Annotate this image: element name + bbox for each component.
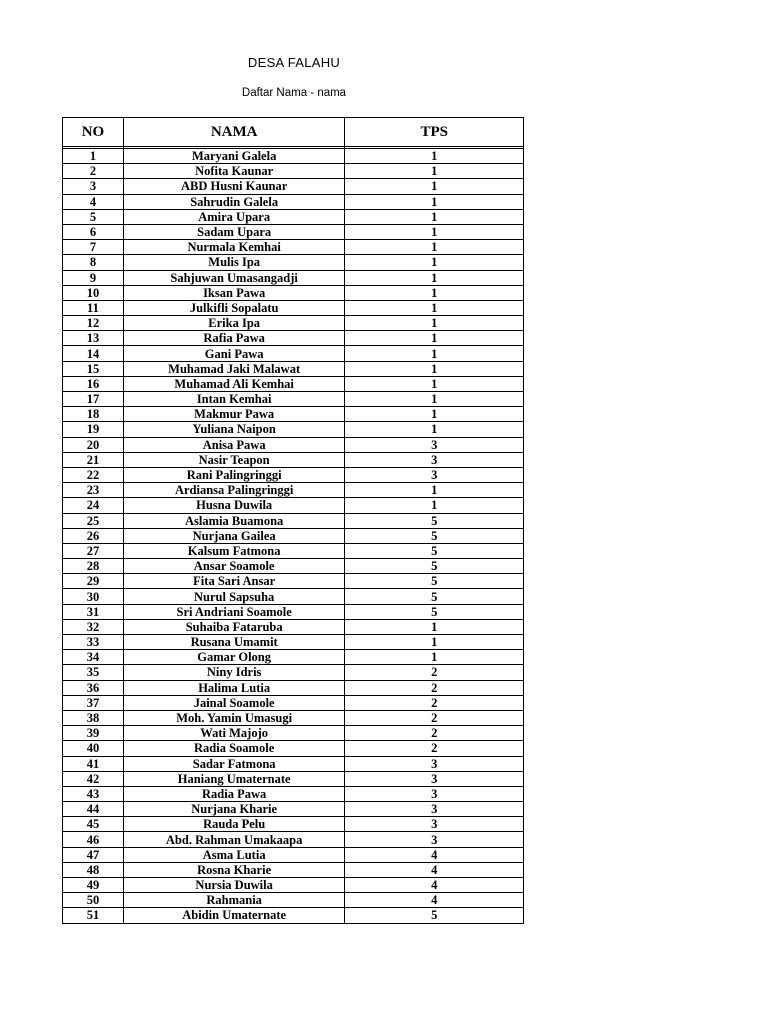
row-number-cell: 22 bbox=[63, 467, 124, 482]
row-name-cell: Muhamad Ali Kemhai bbox=[123, 376, 345, 391]
row-number-cell: 20 bbox=[63, 437, 124, 452]
row-tps-cell: 1 bbox=[345, 300, 524, 315]
row-tps-cell: 4 bbox=[345, 878, 524, 893]
table-row bbox=[63, 574, 524, 589]
header-nama: NAMA bbox=[123, 118, 345, 147]
row-name-cell: Sadam Upara bbox=[123, 224, 345, 239]
row-number-cell: 47 bbox=[63, 847, 124, 862]
table-row bbox=[63, 635, 524, 650]
table-row bbox=[63, 361, 524, 376]
row-number-cell: 43 bbox=[63, 786, 124, 801]
table-row bbox=[63, 893, 524, 908]
row-name-cell: Amira Upara bbox=[123, 209, 345, 224]
row-name-cell: Haniang Umaternate bbox=[123, 771, 345, 786]
row-name-cell: Gamar Olong bbox=[123, 650, 345, 665]
table-header-row bbox=[63, 118, 524, 147]
row-number-cell: 17 bbox=[63, 392, 124, 407]
row-number-cell: 16 bbox=[63, 376, 124, 391]
row-number-cell: 39 bbox=[63, 726, 124, 741]
table-row bbox=[63, 179, 524, 194]
row-number-cell: 1 bbox=[63, 149, 124, 164]
table-row bbox=[63, 650, 524, 665]
row-name-cell: Nursia Duwila bbox=[123, 878, 345, 893]
table-row bbox=[63, 756, 524, 771]
row-tps-cell: 5 bbox=[345, 908, 524, 923]
table-row bbox=[63, 589, 524, 604]
row-name-cell: Husna Duwila bbox=[123, 498, 345, 513]
table-row bbox=[63, 149, 524, 164]
table-row bbox=[63, 194, 524, 209]
row-name-cell: Asma Lutia bbox=[123, 847, 345, 862]
row-tps-cell: 3 bbox=[345, 771, 524, 786]
row-tps-cell: 1 bbox=[345, 194, 524, 209]
row-name-cell: Gani Pawa bbox=[123, 346, 345, 361]
table-row bbox=[63, 224, 524, 239]
row-tps-cell: 1 bbox=[345, 149, 524, 164]
table-row bbox=[63, 285, 524, 300]
table-row bbox=[63, 528, 524, 543]
row-number-cell: 36 bbox=[63, 680, 124, 695]
row-tps-cell: 5 bbox=[345, 543, 524, 558]
row-number-cell: 33 bbox=[63, 635, 124, 650]
row-tps-cell: 2 bbox=[345, 726, 524, 741]
row-tps-cell: 3 bbox=[345, 437, 524, 452]
row-number-cell: 28 bbox=[63, 559, 124, 574]
table-row bbox=[63, 209, 524, 224]
row-number-cell: 45 bbox=[63, 817, 124, 832]
row-tps-cell: 3 bbox=[345, 756, 524, 771]
table-row bbox=[63, 483, 524, 498]
row-name-cell: Sri Andriani Soamole bbox=[123, 604, 345, 619]
row-number-cell: 48 bbox=[63, 862, 124, 877]
row-number-cell: 18 bbox=[63, 407, 124, 422]
row-name-cell: Suhaiba Fataruba bbox=[123, 619, 345, 634]
row-name-cell: Erika Ipa bbox=[123, 316, 345, 331]
row-number-cell: 7 bbox=[63, 240, 124, 255]
table-row bbox=[63, 771, 524, 786]
row-name-cell: Iksan Pawa bbox=[123, 285, 345, 300]
row-tps-cell: 1 bbox=[345, 285, 524, 300]
row-name-cell: Sadar Fatmona bbox=[123, 756, 345, 771]
row-tps-cell: 1 bbox=[345, 422, 524, 437]
row-number-cell: 35 bbox=[63, 665, 124, 680]
row-number-cell: 40 bbox=[63, 741, 124, 756]
row-name-cell: Moh. Yamin Umasugi bbox=[123, 710, 345, 725]
row-number-cell: 38 bbox=[63, 710, 124, 725]
row-tps-cell: 4 bbox=[345, 862, 524, 877]
row-number-cell: 5 bbox=[63, 209, 124, 224]
row-number-cell: 25 bbox=[63, 513, 124, 528]
row-tps-cell: 5 bbox=[345, 574, 524, 589]
table-row bbox=[63, 255, 524, 270]
row-tps-cell: 1 bbox=[345, 392, 524, 407]
row-tps-cell: 5 bbox=[345, 589, 524, 604]
table-row bbox=[63, 741, 524, 756]
row-tps-cell: 1 bbox=[345, 331, 524, 346]
row-tps-cell: 1 bbox=[345, 224, 524, 239]
row-number-cell: 12 bbox=[63, 316, 124, 331]
table-row bbox=[63, 786, 524, 801]
row-tps-cell: 2 bbox=[345, 680, 524, 695]
row-name-cell: ABD Husni Kaunar bbox=[123, 179, 345, 194]
row-tps-cell: 1 bbox=[345, 179, 524, 194]
row-tps-cell: 1 bbox=[345, 635, 524, 650]
row-name-cell: Julkifli Sopalatu bbox=[123, 300, 345, 315]
row-tps-cell: 3 bbox=[345, 467, 524, 482]
row-name-cell: Abd. Rahman Umakaapa bbox=[123, 832, 345, 847]
table-row bbox=[63, 559, 524, 574]
row-number-cell: 26 bbox=[63, 528, 124, 543]
row-tps-cell: 1 bbox=[345, 650, 524, 665]
table-row bbox=[63, 665, 524, 680]
row-tps-cell: 1 bbox=[345, 619, 524, 634]
row-name-cell: Intan Kemhai bbox=[123, 392, 345, 407]
row-tps-cell: 3 bbox=[345, 832, 524, 847]
row-number-cell: 29 bbox=[63, 574, 124, 589]
row-name-cell: Anisa Pawa bbox=[123, 437, 345, 452]
row-tps-cell: 1 bbox=[345, 376, 524, 391]
table-row bbox=[63, 331, 524, 346]
row-tps-cell: 1 bbox=[345, 240, 524, 255]
row-tps-cell: 2 bbox=[345, 741, 524, 756]
row-name-cell: Nofita Kaunar bbox=[123, 164, 345, 179]
table-row bbox=[63, 878, 524, 893]
row-name-cell: Aslamia Buamona bbox=[123, 513, 345, 528]
row-name-cell: Maryani Galela bbox=[123, 149, 345, 164]
table-row bbox=[63, 832, 524, 847]
header-no: NO bbox=[63, 118, 124, 147]
row-number-cell: 42 bbox=[63, 771, 124, 786]
table-row bbox=[63, 346, 524, 361]
row-name-cell: Makmur Pawa bbox=[123, 407, 345, 422]
row-tps-cell: 1 bbox=[345, 270, 524, 285]
row-name-cell: Nasir Teapon bbox=[123, 452, 345, 467]
table-row bbox=[63, 847, 524, 862]
table-body bbox=[63, 147, 524, 924]
table-row bbox=[63, 802, 524, 817]
table-row bbox=[63, 407, 524, 422]
row-name-cell: Rusana Umamit bbox=[123, 635, 345, 650]
page-subtitle: Daftar Nama - nama bbox=[241, 87, 347, 99]
table-row bbox=[63, 619, 524, 634]
table-row bbox=[63, 422, 524, 437]
row-name-cell: Muhamad Jaki Malawat bbox=[123, 361, 345, 376]
row-number-cell: 11 bbox=[63, 300, 124, 315]
row-name-cell: Rauda Pelu bbox=[123, 817, 345, 832]
row-number-cell: 31 bbox=[63, 604, 124, 619]
row-name-cell: Rani Palingringgi bbox=[123, 467, 345, 482]
table-row bbox=[63, 240, 524, 255]
row-tps-cell: 4 bbox=[345, 893, 524, 908]
row-tps-cell: 1 bbox=[345, 483, 524, 498]
page-title: DESA FALAHU bbox=[247, 55, 341, 70]
table-row bbox=[63, 164, 524, 179]
row-number-cell: 24 bbox=[63, 498, 124, 513]
table-row bbox=[63, 862, 524, 877]
row-name-cell: Yuliana Naipon bbox=[123, 422, 345, 437]
table-row bbox=[63, 316, 524, 331]
row-number-cell: 27 bbox=[63, 543, 124, 558]
row-number-cell: 49 bbox=[63, 878, 124, 893]
table-row bbox=[63, 376, 524, 391]
row-name-cell: Sahjuwan Umasangadji bbox=[123, 270, 345, 285]
row-number-cell: 15 bbox=[63, 361, 124, 376]
row-number-cell: 21 bbox=[63, 452, 124, 467]
row-tps-cell: 5 bbox=[345, 528, 524, 543]
voter-name-table bbox=[62, 117, 524, 924]
table-row bbox=[63, 467, 524, 482]
table-row bbox=[63, 695, 524, 710]
table-row bbox=[63, 270, 524, 285]
row-name-cell: Nurmala Kemhai bbox=[123, 240, 345, 255]
row-name-cell: Nurjana Kharie bbox=[123, 802, 345, 817]
row-number-cell: 51 bbox=[63, 908, 124, 923]
table-row bbox=[63, 817, 524, 832]
row-tps-cell: 3 bbox=[345, 817, 524, 832]
row-tps-cell: 5 bbox=[345, 604, 524, 619]
table-row bbox=[63, 498, 524, 513]
row-name-cell: Wati Majojo bbox=[123, 726, 345, 741]
table-row bbox=[63, 680, 524, 695]
row-tps-cell: 1 bbox=[345, 346, 524, 361]
row-name-cell: Halima Lutia bbox=[123, 680, 345, 695]
row-tps-cell: 1 bbox=[345, 316, 524, 331]
row-name-cell: Kalsum Fatmona bbox=[123, 543, 345, 558]
row-tps-cell: 1 bbox=[345, 407, 524, 422]
row-number-cell: 50 bbox=[63, 893, 124, 908]
row-tps-cell: 2 bbox=[345, 710, 524, 725]
row-tps-cell: 3 bbox=[345, 786, 524, 801]
row-tps-cell: 3 bbox=[345, 452, 524, 467]
row-number-cell: 3 bbox=[63, 179, 124, 194]
row-number-cell: 2 bbox=[63, 164, 124, 179]
row-tps-cell: 4 bbox=[345, 847, 524, 862]
row-number-cell: 44 bbox=[63, 802, 124, 817]
row-number-cell: 4 bbox=[63, 194, 124, 209]
table-row bbox=[63, 513, 524, 528]
row-tps-cell: 1 bbox=[345, 361, 524, 376]
row-name-cell: Nurul Sapsuha bbox=[123, 589, 345, 604]
row-number-cell: 46 bbox=[63, 832, 124, 847]
row-number-cell: 41 bbox=[63, 756, 124, 771]
row-tps-cell: 5 bbox=[345, 559, 524, 574]
row-name-cell: Radia Pawa bbox=[123, 786, 345, 801]
row-tps-cell: 1 bbox=[345, 164, 524, 179]
table-row bbox=[63, 543, 524, 558]
row-number-cell: 19 bbox=[63, 422, 124, 437]
row-name-cell: Radia Soamole bbox=[123, 741, 345, 756]
row-name-cell: Rosna Kharie bbox=[123, 862, 345, 877]
row-name-cell: Ardiansa Palingringgi bbox=[123, 483, 345, 498]
table-row bbox=[63, 452, 524, 467]
table-row bbox=[63, 604, 524, 619]
row-number-cell: 23 bbox=[63, 483, 124, 498]
row-number-cell: 32 bbox=[63, 619, 124, 634]
row-number-cell: 37 bbox=[63, 695, 124, 710]
table-row bbox=[63, 908, 524, 923]
row-name-cell: Sahrudin Galela bbox=[123, 194, 345, 209]
row-tps-cell: 1 bbox=[345, 255, 524, 270]
row-number-cell: 6 bbox=[63, 224, 124, 239]
row-number-cell: 14 bbox=[63, 346, 124, 361]
table-row bbox=[63, 300, 524, 315]
row-number-cell: 30 bbox=[63, 589, 124, 604]
row-name-cell: Jainal Soamole bbox=[123, 695, 345, 710]
row-tps-cell: 3 bbox=[345, 802, 524, 817]
row-tps-cell: 1 bbox=[345, 498, 524, 513]
row-name-cell: Mulis Ipa bbox=[123, 255, 345, 270]
row-tps-cell: 2 bbox=[345, 695, 524, 710]
table-row bbox=[63, 437, 524, 452]
row-name-cell: Ansar Soamole bbox=[123, 559, 345, 574]
table-row bbox=[63, 710, 524, 725]
row-name-cell: Rafia Pawa bbox=[123, 331, 345, 346]
row-tps-cell: 5 bbox=[345, 513, 524, 528]
row-tps-cell: 2 bbox=[345, 665, 524, 680]
row-number-cell: 10 bbox=[63, 285, 124, 300]
row-name-cell: Fita Sari Ansar bbox=[123, 574, 345, 589]
row-tps-cell: 1 bbox=[345, 209, 524, 224]
header-tps: TPS bbox=[345, 118, 524, 147]
row-name-cell: Niny Idris bbox=[123, 665, 345, 680]
row-name-cell: Rahmania bbox=[123, 893, 345, 908]
table-row bbox=[63, 726, 524, 741]
row-name-cell: Abidin Umaternate bbox=[123, 908, 345, 923]
table-row bbox=[63, 392, 524, 407]
row-name-cell: Nurjana Gailea bbox=[123, 528, 345, 543]
row-number-cell: 34 bbox=[63, 650, 124, 665]
row-number-cell: 9 bbox=[63, 270, 124, 285]
row-number-cell: 13 bbox=[63, 331, 124, 346]
row-number-cell: 8 bbox=[63, 255, 124, 270]
